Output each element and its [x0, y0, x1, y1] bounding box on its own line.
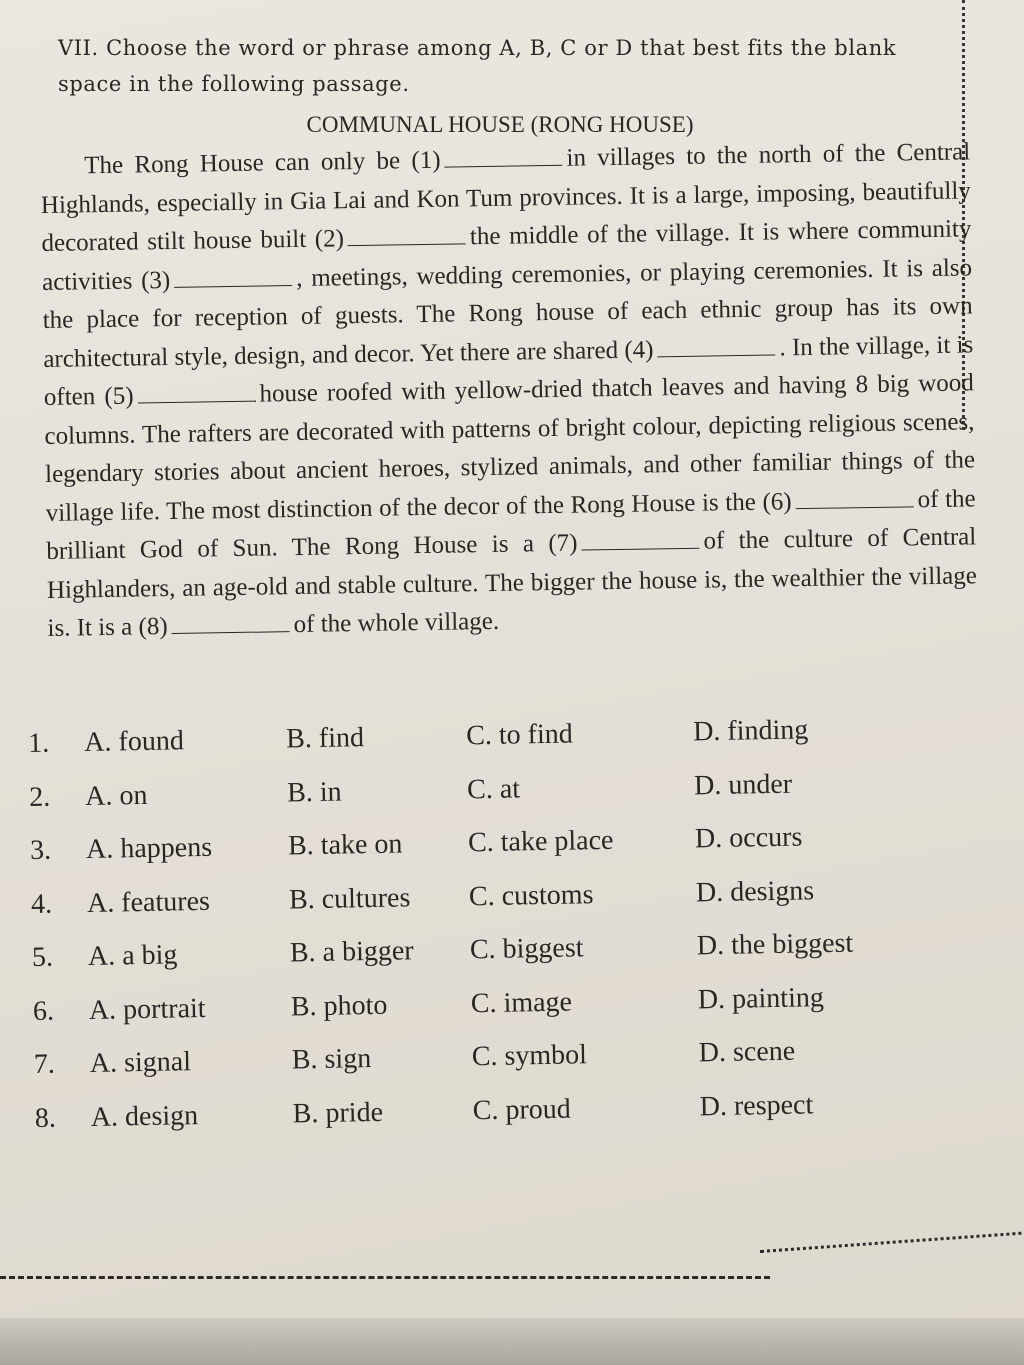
option-d[interactable]: D. the biggest	[696, 927, 854, 962]
option-b[interactable]: B. in	[286, 776, 342, 808]
option-b[interactable]: B. a bigger	[289, 935, 414, 969]
question-number: 5.	[31, 941, 54, 973]
option-b[interactable]: B. pride	[292, 1096, 384, 1129]
blank-8[interactable]	[171, 613, 289, 634]
blank-4[interactable]	[657, 336, 775, 357]
option-c[interactable]: C. to find	[465, 718, 574, 752]
blank-6[interactable]	[795, 488, 913, 509]
option-a[interactable]: A. portrait	[88, 992, 206, 1026]
page-shadow-band	[0, 1318, 1024, 1365]
blank-2[interactable]	[348, 225, 466, 246]
question-number: 6.	[32, 995, 55, 1027]
option-b[interactable]: B. find	[285, 722, 365, 755]
blank-3[interactable]	[174, 267, 292, 288]
passage-text: of the whole village.	[293, 607, 500, 639]
option-c[interactable]: C. proud	[472, 1093, 571, 1126]
passage-text: The Rong House can only be (1)	[84, 146, 441, 180]
blank-1[interactable]	[444, 147, 562, 168]
dashed-divider	[0, 1276, 770, 1279]
option-a[interactable]: A. found	[83, 725, 185, 759]
option-c[interactable]: C. image	[470, 986, 573, 1019]
dotted-divider	[760, 1231, 1024, 1253]
option-c[interactable]: C. biggest	[469, 932, 584, 966]
option-d[interactable]: D. occurs	[694, 821, 803, 855]
option-d[interactable]: D. scene	[698, 1035, 796, 1069]
option-a[interactable]: A. signal	[89, 1046, 192, 1079]
option-b[interactable]: B. sign	[291, 1043, 372, 1076]
option-c[interactable]: C. at	[466, 772, 521, 805]
option-a[interactable]: A. on	[84, 779, 148, 812]
option-a[interactable]: A. features	[86, 885, 211, 919]
option-d[interactable]: D. painting	[697, 981, 825, 1015]
question-number: 3.	[29, 834, 52, 866]
passage-text: in villages to the north of the Central Highlands, especially in Gia Lai and Kon Tum provinces. It is a large, imposing, beautifully decorated stilt house built (2)	[40, 138, 971, 257]
question-number: 1.	[28, 727, 50, 759]
option-c[interactable]: C. take place	[467, 824, 614, 859]
option-b[interactable]: B. take on	[287, 828, 403, 862]
blank-7[interactable]	[581, 530, 699, 551]
passage-title: COMMUNAL HOUSE (RONG HOUSE)	[306, 112, 694, 137]
option-d[interactable]: D. respect	[699, 1088, 814, 1122]
option-c[interactable]: C. customs	[468, 878, 594, 912]
instruction-text: VII. Choose the word or phrase among A, B, C or D that best fits the blank space in the following passage.	[58, 36, 897, 96]
question-number: 4.	[30, 888, 53, 920]
passage-text: the middle of the village. It is where community activities (3)	[41, 215, 972, 296]
option-b[interactable]: B. cultures	[288, 881, 411, 915]
passage-text: . In the village, it is often (5)	[43, 330, 974, 411]
option-d[interactable]: D. designs	[695, 874, 815, 908]
option-a[interactable]: A. a big	[87, 939, 178, 972]
option-c[interactable]: C. symbol	[471, 1039, 588, 1073]
option-b[interactable]: B. photo	[290, 989, 388, 1022]
question-number: 8.	[34, 1102, 57, 1134]
answer-options	[28, 711, 995, 1156]
option-a[interactable]: A. happens	[85, 831, 213, 866]
question-number: 2.	[28, 781, 51, 813]
passage-text: of the brilliant God of Sun. The Rong House is a (7)	[46, 484, 976, 565]
passage-text: , meetings, wedding ceremonies, or playing ceremonies. It is also the place for reception of guests. The Rong house of each ethnic group has its own architectural style, design, and decor. Yet there are shared (4)	[42, 253, 973, 373]
blank-5[interactable]	[137, 383, 255, 404]
option-d[interactable]: D. finding	[692, 714, 809, 748]
passage-body	[40, 133, 978, 648]
question-number: 7.	[33, 1048, 56, 1080]
option-a[interactable]: A. design	[90, 1099, 199, 1133]
passage-text: house roofed with yellow-dried thatch leaves and having 8 big wood columns. The rafters are decorated with patterns of bright colour, depicting religious scenes, legendary stories about ancient heroes, stylized animals, and other familiar things of the village life. The most distinction of the decor of the Rong House is the (6)	[44, 369, 976, 527]
passage-text: of the culture of Central Highlanders, an age-old and stable culture. The bigger the house is, the wealthier the village is. It is a (8)	[46, 523, 978, 642]
option-d[interactable]: D. under	[693, 768, 793, 801]
